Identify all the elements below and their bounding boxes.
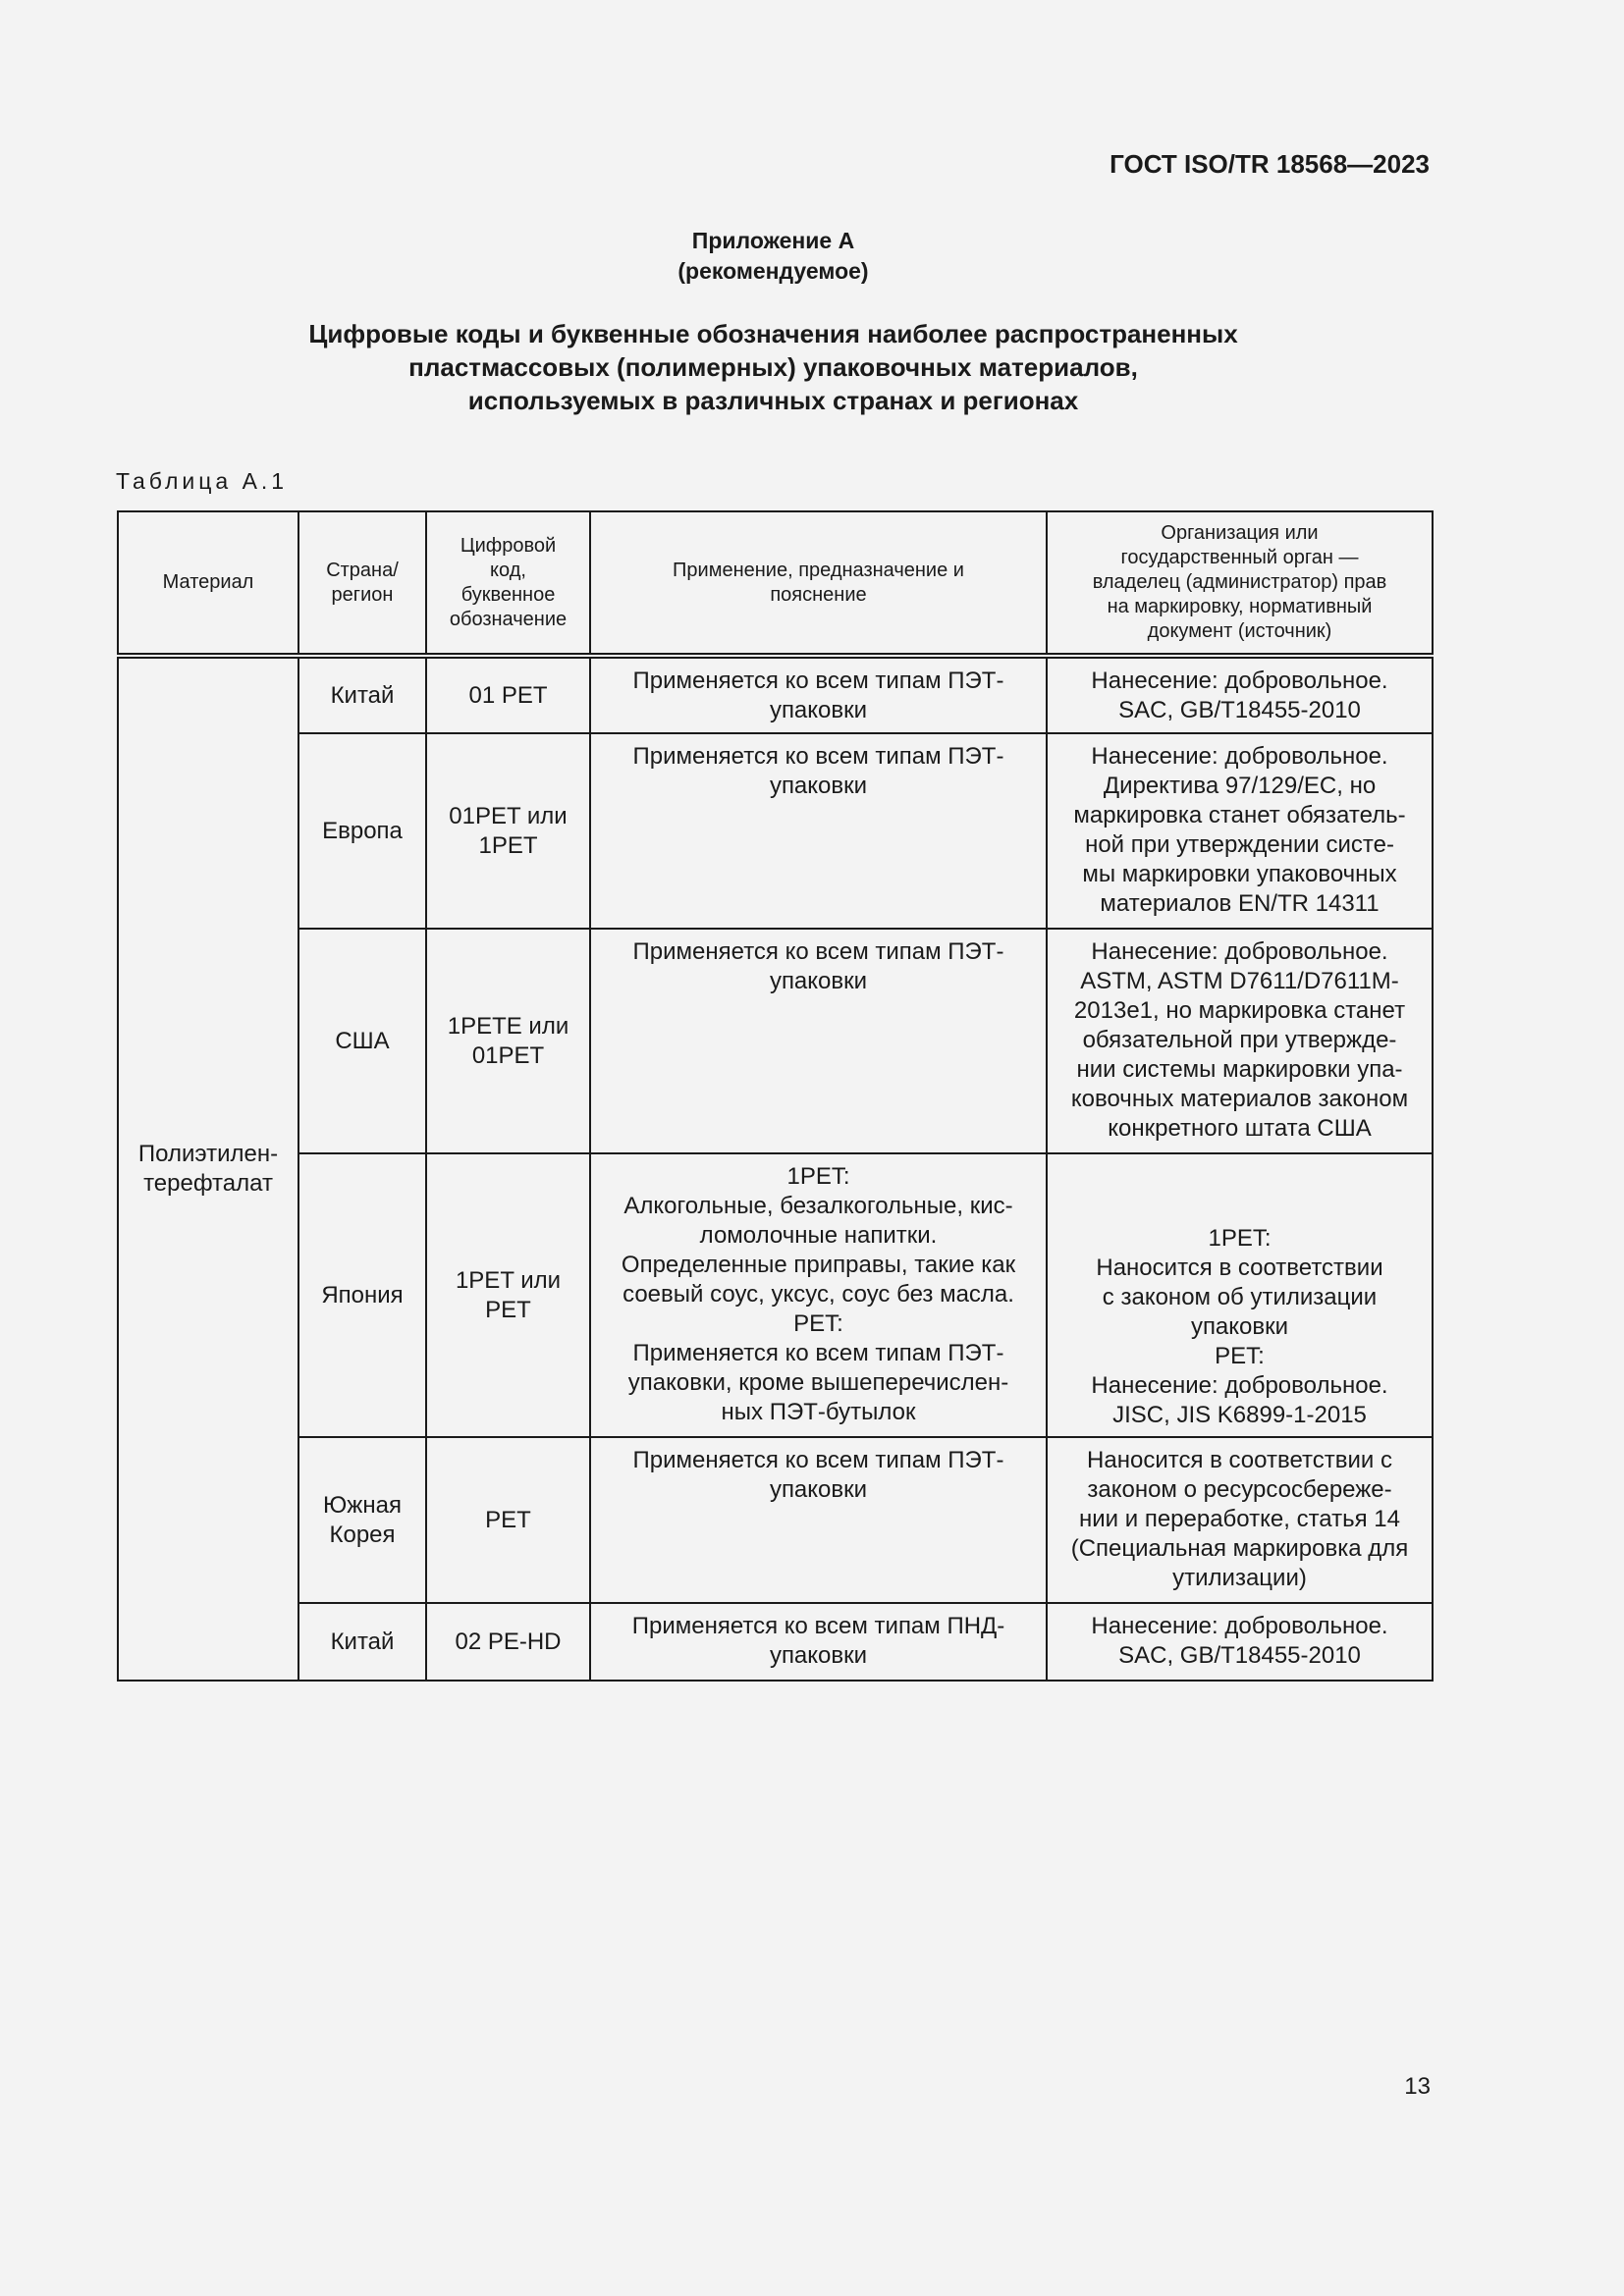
standard-code: ГОСТ ISO/TR 18568—2023 <box>1110 149 1430 179</box>
org-cell: Нанесение: добровольное. ASTM, ASTM D7611/D7611M- 2013e1, но маркировка станет обязательной при утвержде- нии системы маркировки упа- ковочных материалов законом конкретного штата США <box>1047 929 1433 1153</box>
org-cell: 1PET: Наносится в соответствии с законом об утилизации упаковки PET: Нанесение: добровольное. JISC, JIS K6899-1-2015 <box>1047 1153 1433 1437</box>
header-organization: Организация или государственный орган — владелец (администратор) прав на маркировку, нормативный документ (источник) <box>1047 511 1433 656</box>
country-cell: США <box>298 929 426 1153</box>
header-material: Материал <box>118 511 298 656</box>
usage-cell: Применяется ко всем типам ПЭТ- упаковки <box>590 929 1047 1153</box>
country-cell: Китай <box>298 1603 426 1681</box>
table-row <box>118 1437 1433 1603</box>
org-cell: Нанесение: добровольное. Директива 97/129/ЕС, но маркировка станет обязатель- ной при утверждении систе- мы маркировки упаковочных материалов EN/TR 14311 <box>1047 733 1433 929</box>
header-code: Цифровой код, буквенное обозначение <box>426 511 590 656</box>
org-cell: Нанесение: добровольное. SAC, GB/T18455-2010 <box>1047 1603 1433 1681</box>
country-cell: Китай <box>298 656 426 733</box>
title-line: пластмассовых (полимерных) упаковочных материалов, <box>408 352 1138 382</box>
material-cell: Полиэтилен- терефталат <box>118 656 298 1681</box>
document-title <box>0 317 1546 417</box>
code-cell: PET <box>426 1437 590 1603</box>
title-line: используемых в различных странах и регионах <box>467 386 1079 415</box>
codes-table <box>117 510 1434 1682</box>
usage-cell: Применяется ко всем типам ПЭТ- упаковки <box>590 1437 1047 1603</box>
country-cell: Южная Корея <box>298 1437 426 1603</box>
code-cell: 1PETE или 01PET <box>426 929 590 1153</box>
annex-heading <box>0 226 1546 287</box>
table-row <box>118 656 1433 733</box>
table-label: Таблица А.1 <box>116 468 289 494</box>
table-row <box>118 733 1433 929</box>
code-cell: 01PET или 1PET <box>426 733 590 929</box>
org-cell: Наносится в соответствии с законом о ресурсосбереже- нии и переработке, статья 14 (Специальная маркировка для утилизации) <box>1047 1437 1433 1603</box>
header-country: Страна/ регион <box>298 511 426 656</box>
page-number: 13 <box>1404 2073 1431 2100</box>
title-line: Цифровые коды и буквенные обозначения наиболее распространенных <box>308 319 1238 348</box>
country-cell: Япония <box>298 1153 426 1437</box>
org-cell: Нанесение: добровольное. SAC, GB/T18455-2010 <box>1047 656 1433 733</box>
table-header-row <box>118 511 1433 656</box>
annex-subtitle: (рекомендуемое) <box>677 258 869 284</box>
header-usage: Применение, предназначение и пояснение <box>590 511 1047 656</box>
table-row <box>118 1153 1433 1437</box>
annex-title: Приложение А <box>691 228 855 253</box>
code-cell: 02 PE-HD <box>426 1603 590 1681</box>
table-row <box>118 929 1433 1153</box>
code-cell: 01 PET <box>426 656 590 733</box>
usage-cell: 1PET: Алкогольные, безалкогольные, кис- ломолочные напитки. Определенные приправы, такие как соевый соус, уксус, соус без масла. PET: Применяется ко всем типам ПЭТ- упаковки, кроме вышеперечислен- ных ПЭТ-бутылок <box>590 1153 1047 1437</box>
usage-cell: Применяется ко всем типам ПЭТ- упаковки <box>590 733 1047 929</box>
usage-cell: Применяется ко всем типам ПНД- упаковки <box>590 1603 1047 1681</box>
usage-cell: Применяется ко всем типам ПЭТ- упаковки <box>590 656 1047 733</box>
code-cell: 1PET или PET <box>426 1153 590 1437</box>
country-cell: Европа <box>298 733 426 929</box>
table-row <box>118 1603 1433 1681</box>
